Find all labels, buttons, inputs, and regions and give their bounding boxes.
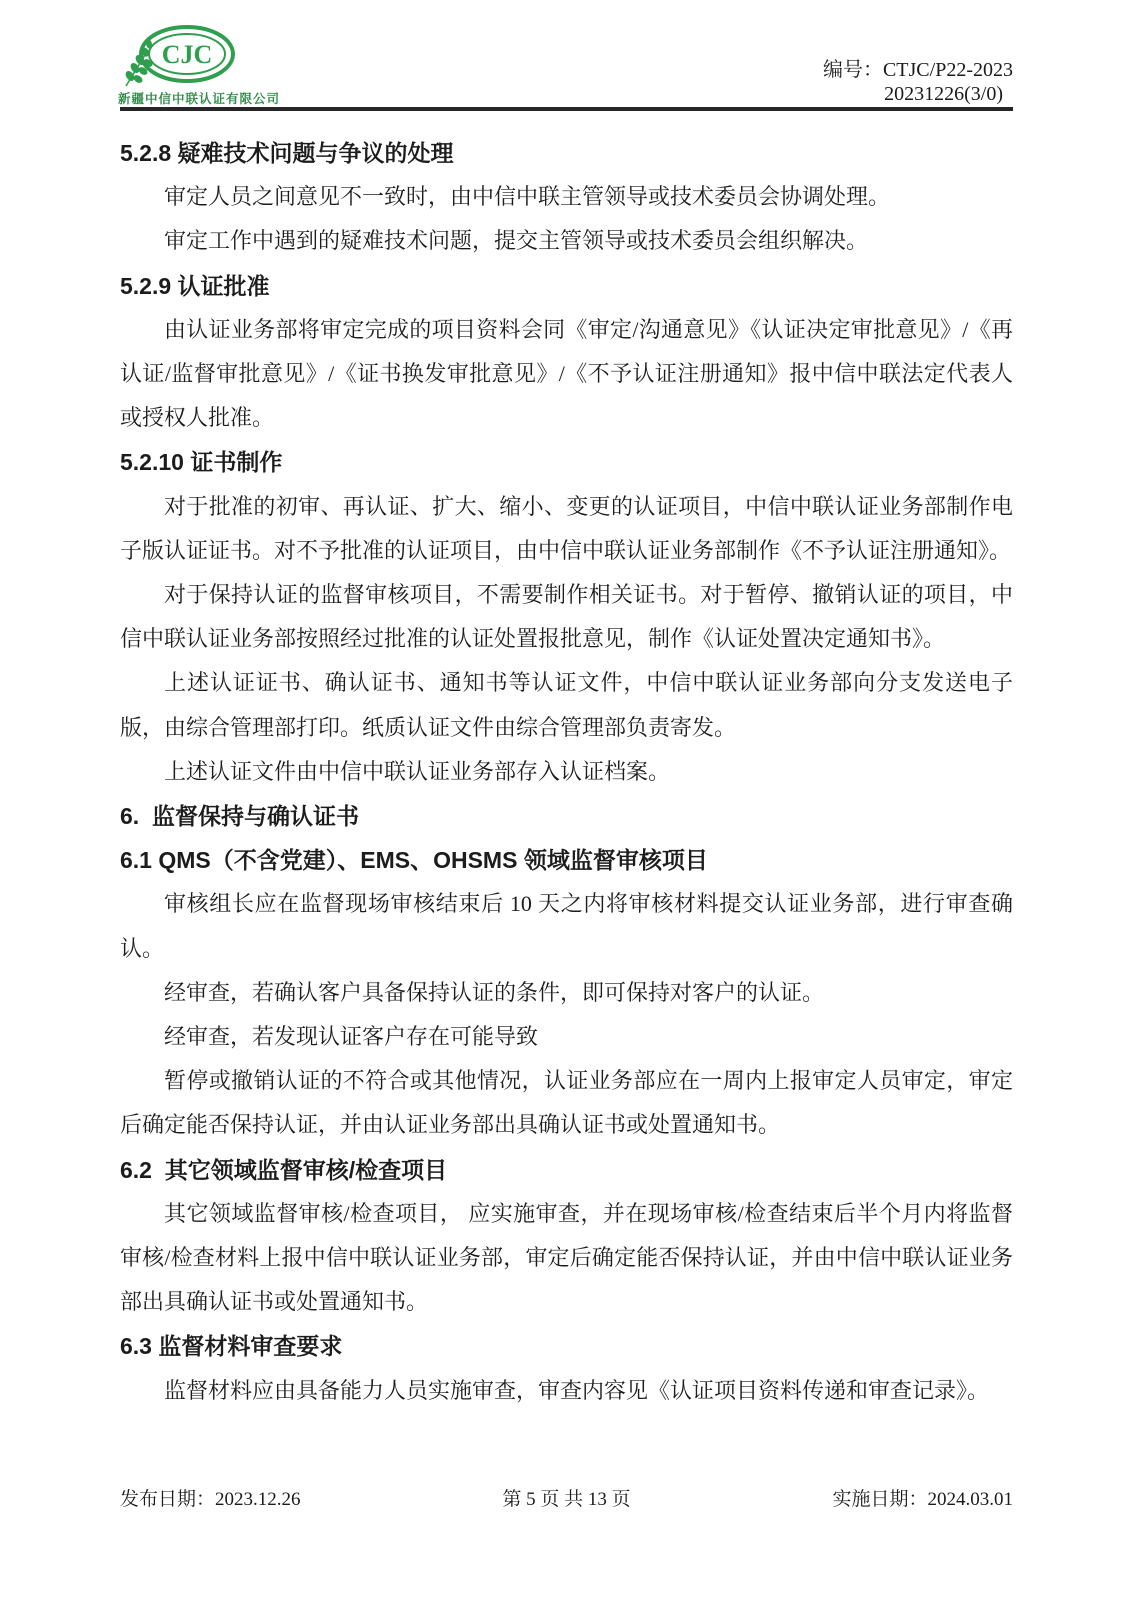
paragraph: 监督材料应由具备能力人员实施审查，审查内容见《认证项目资料传递和审查记录》。 [164, 1377, 990, 1403]
company-name: 新疆中信中联认证有限公司 [118, 92, 281, 106]
cjc-logo-icon [118, 24, 236, 88]
heading-5-2-10: 5.2.10 证书制作 [120, 449, 283, 476]
paragraph: 对于保持认证的监督审核项目，不需要制作相关证书。对于暂停、撤销认证的项目，中信中联认证业务部按照经过批准的认证处置报批意见，制作《认证处置决定通知书》。 [120, 582, 1013, 652]
paragraph: 暂停或撤销认证的不符合或其他情况，认证业务部应在一周内上报审定人员审定，审定后确定能否保持认证，并由认证业务部出具确认证书或处置通知书。 [120, 1068, 1013, 1138]
heading-6-2: 6.2 其它领域监督审核/检查项目 [120, 1156, 448, 1183]
heading-5-2-9: 5.2.9 认证批准 [120, 272, 270, 299]
paragraph: 经审查，若确认客户具备保持认证的条件，即可保持对客户的认证。 [164, 979, 825, 1005]
heading-5-2-8: 5.2.8 疑难技术问题与争议的处理 [120, 140, 454, 166]
paragraph: 审定工作中遇到的疑难技术问题，提交主管领导或技术委员会组织解决。 [164, 228, 869, 254]
paragraph: 上述认证证书、确认证书、通知书等认证文件，中信中联认证业务部向分支发送电子版，由综合管理部打印。纸质认证文件由综合管理部负责寄发。 [120, 670, 1013, 740]
logo-letters: CJC [161, 40, 213, 69]
doc-version: 20231226(3/0) [884, 83, 1003, 105]
paragraph: 由认证业务部将审定完成的项目资料会同《审定/沟通意见》《认证决定审批意见》/《再认证/监督审批意见》/《证书换发审批意见》/《不予认证注册通知》报中信中联法定代表人或授权人批准。 [120, 316, 1013, 431]
paragraph: 上述认证文件由中信中联认证业务部存入认证档案。 [164, 758, 671, 784]
footer-release-date: 发布日期：2023.12.26 [120, 1484, 301, 1511]
heading-6-3: 6.3 监督材料审查要求 [120, 1333, 343, 1360]
paragraph: 对于批准的初审、再认证、扩大、缩小、变更的认证项目，中信中联认证业务部制作电子版认证证书。对不予批准的认证项目，由中信中联认证业务部制作《不予认证注册通知》。 [120, 493, 1013, 563]
doc-meta [823, 58, 1013, 106]
paragraph: 经审查，若发现认证客户存在可能导致 [164, 1024, 539, 1050]
header-rule [120, 107, 1013, 111]
company-logo [118, 24, 348, 107]
document-body [120, 121, 1013, 1413]
heading-6: 6. 监督保持与确认证书 [120, 803, 359, 830]
footer-page-info: 第 5 页 共 13 页 [502, 1489, 631, 1510]
paragraph: 审定人员之间意见不一致时，由中信中联主管领导或技术委员会协调处理。 [164, 184, 891, 210]
paragraph: 其它领域监督审核/检查项目， 应实施审查，并在现场审核/检查结束后半个月内将监督审核/检查材料上报中信中联认证业务部，审定后确定能否保持认证，并由中信中联认证业务部出具确认证书或处置通知书。 [120, 1200, 1013, 1315]
page-footer [120, 1484, 1013, 1511]
doc-number: 编号：CTJC/P22-2023 [822, 59, 1013, 81]
paragraph: 审核组长应在监督现场审核结束后 10 天之内将审核材料提交认证业务部，进行审查确认。 [120, 891, 1013, 961]
footer-implement-date: 实施日期：2024.03.01 [832, 1484, 1013, 1511]
heading-6-1: 6.1 QMS（不含党建）、EMS、OHSMS 领域监督审核项目 [120, 847, 708, 874]
